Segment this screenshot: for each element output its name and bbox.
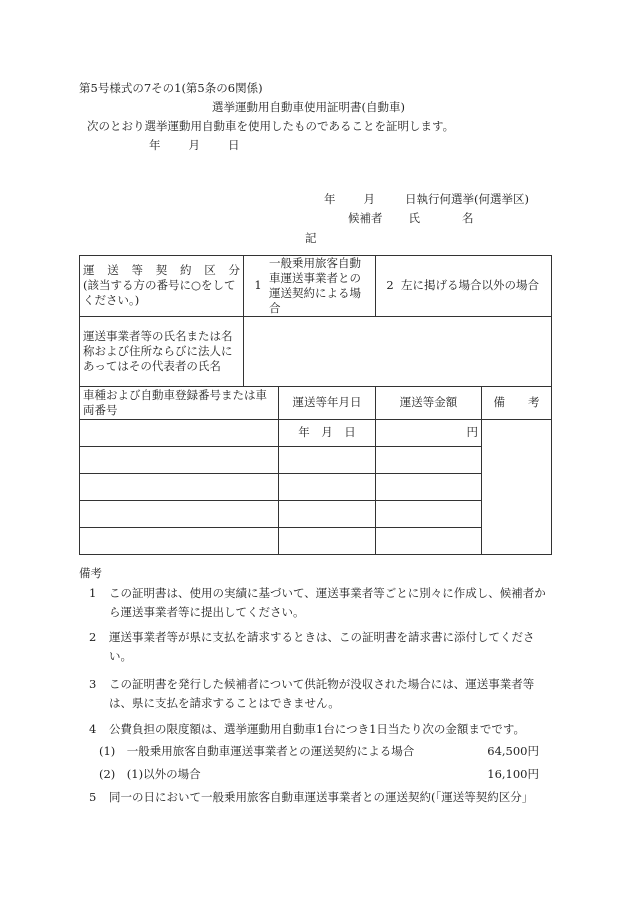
date-day-label: 日 [228,138,240,152]
candidate-line [348,211,474,226]
candidate-label: 候補者 [348,211,383,225]
date-unit-day: 日 [344,425,356,440]
date-cell[interactable] [279,473,376,500]
option-2-text: 左に掲げる場合以外の場合 [401,278,539,293]
sub-item-number: (2) [99,767,116,781]
option-1-text: 一般乗用旅客自動車運送事業者との運送契約による場合 [269,256,361,315]
note-number: 4 [89,722,97,736]
note-item [79,788,551,807]
date-year-label: 年 [149,138,161,152]
operator-value[interactable] [244,316,552,386]
option-2-cell[interactable] [376,256,552,317]
amount-cell[interactable] [376,419,482,446]
date-month-label: 月 [188,138,200,152]
remarks-header: 備 考 [482,386,552,419]
vehicle-cell[interactable] [80,446,279,473]
amount-cell[interactable] [376,473,482,500]
operator-label: 運送事業者等の氏名または名称および住所ならびに法人にあってはその代表者の氏名 [80,316,244,386]
vehicle-cell[interactable] [80,527,279,554]
note-number: 1 [89,586,97,600]
election-line [324,192,529,207]
yen-unit: 円 [466,425,478,440]
contract-class-label: 運 送 等 契 約 区 分 [83,263,240,278]
date-unit-month: 月 [321,425,333,440]
note-number: 2 [89,630,97,644]
note-number: 5 [89,790,97,804]
note-sub-item [79,742,551,761]
amount-cell[interactable] [376,446,482,473]
amount-cell[interactable] [376,500,482,527]
operator-row [80,316,552,386]
detail-row [80,500,552,527]
note-text: 公費負担の限度額は、選挙運動用自動車1台につき1日当たり次の金額までです。 [109,722,525,736]
contract-class-note: (該当する方の番号に○をしてください。) [83,278,236,308]
sub-item-text: 一般乗用旅客自動車運送事業者との運送契約による場合 [126,744,415,758]
vehicle-cell[interactable] [80,419,279,446]
name-label-2: 名 [462,211,474,225]
contract-class-row [80,256,552,317]
note-item [79,675,551,713]
note-sub-item [79,765,551,784]
date-cell[interactable] [279,446,376,473]
election-name: 日執行何選挙(何選挙区) [405,192,529,206]
notes-heading: 備考 [79,566,102,580]
detail-row [80,446,552,473]
note-number: 3 [89,677,97,691]
amount-header: 運送等金額 [376,386,482,419]
sub-item-text: (1)以外の場合 [126,767,201,781]
note-text: 同一の日において一般乗用旅客自動車運送事業者との運送契約(「運送等契約区分」 [109,790,534,804]
amount-cell[interactable] [376,527,482,554]
note-item [79,720,551,739]
certification-table [79,255,552,555]
election-month-label: 月 [363,192,375,206]
ki-label: 記 [305,231,317,245]
sub-item-amount: 64,500円 [487,744,539,758]
remarks-cell[interactable] [482,419,552,554]
document-title: 選挙運動用自動車使用証明書(自動車) [212,100,405,114]
option-1-number: 1 [254,278,262,293]
date-header: 運送等年月日 [279,386,376,419]
election-year-label: 年 [324,192,336,206]
detail-row [80,527,552,554]
vehicle-cell[interactable] [80,473,279,500]
note-item [79,584,551,622]
detail-row [80,419,552,446]
option-1-cell[interactable] [244,256,376,317]
name-label-1: 氏 [408,211,420,225]
note-text: この証明書を発行した候補者について供託物が没収された場合には、運送事業者等は、県に支払を請求することはできません。 [109,677,535,710]
note-text: 運送事業者等が県に支払を請求するときは、この証明書を請求書に添付してください。 [109,630,535,663]
note-item [79,628,551,666]
details-header-row [80,386,552,419]
detail-row [80,473,552,500]
date-cell[interactable] [279,419,376,446]
form-number: 第5号様式の7その1(第5条の6関係) [79,81,263,95]
vehicle-cell[interactable] [80,500,279,527]
option-2-number: 2 [386,278,394,293]
contract-class-cell [80,256,244,317]
note-text: この証明書は、使用の実績に基づいて、運送事業者等ごとに別々に作成し、候補者から運送事業者等に提出してください。 [109,586,546,619]
certification-date [149,138,240,153]
date-cell[interactable] [279,500,376,527]
intro-text: 次のとおり選挙運動用自動車を使用したものであることを証明します。 [87,119,455,133]
vehicle-header: 車種および自動車登録番号または車両番号 [80,386,279,419]
sub-item-number: (1) [99,744,116,758]
sub-item-amount: 16,100円 [487,767,539,781]
date-unit-year: 年 [298,425,310,440]
date-cell[interactable] [279,527,376,554]
